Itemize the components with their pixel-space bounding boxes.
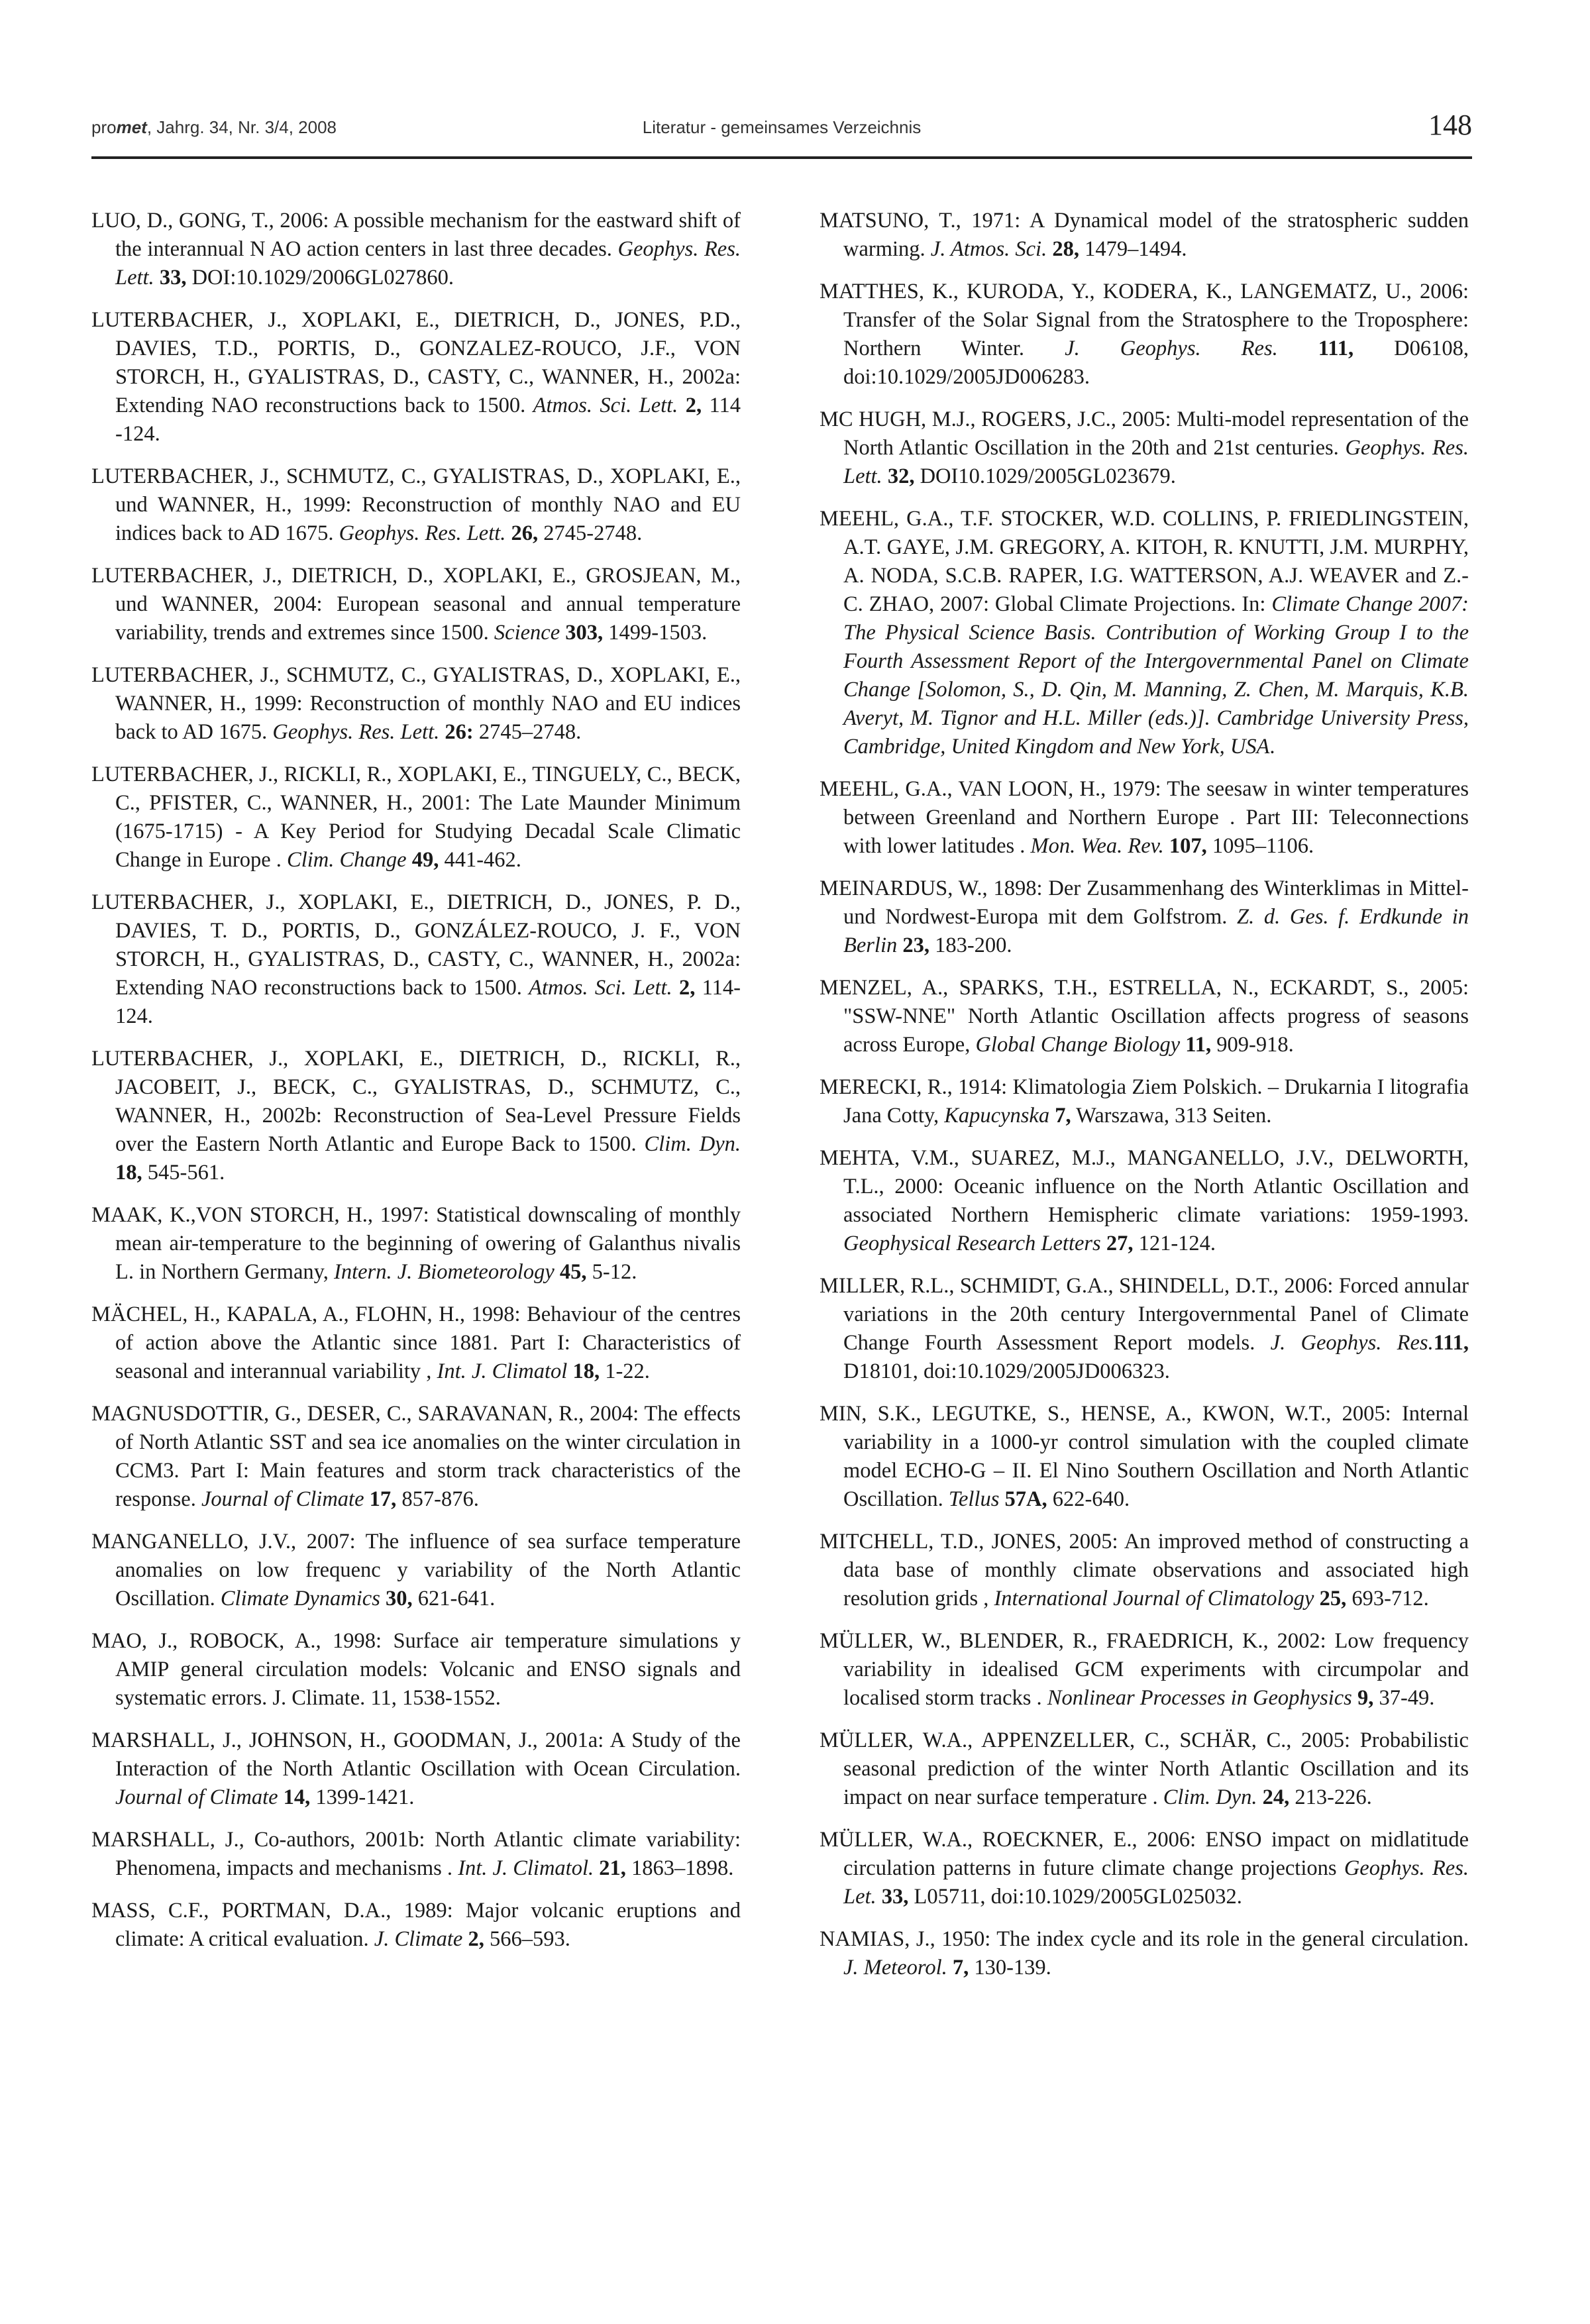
header-rule	[91, 156, 1472, 159]
reference-volume: 14,	[278, 1785, 311, 1809]
reference-entry	[91, 888, 741, 1031]
reference-text: MITCHELL, T.D., JONES, 2005: An improved method of constructing a data base of monthly climate observations and associated high resolution grids ,	[820, 1530, 1469, 1611]
reference-entry	[820, 1627, 1469, 1713]
reference-journal: J. Atmos. Sci.	[930, 237, 1047, 261]
reference-journal: J. Meteorol.	[843, 1956, 947, 1980]
reference-text: MEINARDUS, W., 1898: Der Zusammenhang des Winterklimas in Mittel- und Nordwest-Europa mit dem Golfstrom.	[820, 876, 1469, 929]
reference-volume: 21,	[594, 1856, 626, 1880]
reference-text: MC HUGH, M.J., ROGERS, J.C., 2005: Multi-model representation of the North Atlantic Oscillation in the 20th and 21st centuries.	[820, 407, 1469, 460]
reference-volume: 7,	[1049, 1104, 1071, 1128]
reference-journal: Geophys. Res. Let.	[843, 1856, 1469, 1909]
reference-journal: Clim. Dyn.	[644, 1132, 741, 1156]
reference-text: MEHTA, V.M., SUAREZ, M.J., MANGANELLO, J.V., DELWORTH, T.L., 2000: Oceanic influence on the North Atlantic Oscillation and associated Northern Hemispheric climate variations: 1959-1993.	[820, 1146, 1469, 1227]
reference-pages: 622-640.	[1047, 1487, 1130, 1511]
reference-journal: Geophys. Res. Lett.	[843, 436, 1469, 488]
reference-pages: 909-918.	[1211, 1033, 1294, 1057]
reference-entry	[91, 306, 741, 449]
reference-volume: 303,	[560, 621, 604, 645]
reference-journal: Geophys. Res. Lett.	[272, 720, 440, 744]
reference-volume: 2,	[678, 394, 702, 417]
reference-text: MÄCHEL, H., KAPALA, A., FLOHN, H., 1998: Behaviour of the centres of action above the Atlantic since 1881. Part I: Characteristics of seasonal and interannual variability ,	[91, 1302, 741, 1383]
reference-pages: D06108, doi:10.1029/2005JD006283.	[843, 337, 1469, 389]
reference-pages: 1863–1898.	[625, 1856, 734, 1880]
reference-journal: Mon. Wea. Rev.	[1030, 834, 1164, 858]
reference-volume: 32,	[882, 464, 915, 488]
reference-volume: 25,	[1314, 1587, 1347, 1611]
reference-volume: 107,	[1163, 834, 1207, 858]
reference-entry	[91, 1045, 741, 1187]
reference-text: MENZEL, A., SPARKS, T.H., ESTRELLA, N., ECKARDT, S., 2005: "SSW-NNE" North Atlantic Oscillation affects progress of seasons across Europe,	[820, 976, 1469, 1057]
reference-text: MAAK, K.,VON STORCH, H., 1997: Statistical downscaling of monthly mean air-temperature to the beginning of owering of Galanthus nivalis L. in Northern Germany,	[91, 1203, 741, 1284]
reference-journal: Journal of Climate	[201, 1487, 364, 1511]
reference-volume: 30,	[380, 1587, 413, 1611]
reference-journal: Int. J. Climatol	[437, 1359, 568, 1383]
reference-journal: Kapucynska	[944, 1104, 1050, 1128]
reference-entry	[91, 1400, 741, 1514]
reference-entry	[820, 1826, 1469, 1911]
reference-text: MASS, C.F., PORTMAN, D.A., 1989: Major volcanic eruptions and climate: A critical evaluation.	[91, 1899, 741, 1951]
reference-pages: 121-124.	[1133, 1232, 1216, 1255]
reference-pages: 5-12.	[586, 1260, 637, 1284]
reference-text: MÜLLER, W.A., APPENZELLER, C., SCHÄR, C., 2005: Probabilistic seasonal prediction of the winter North Atlantic Oscillation and its impact on near surface temperature .	[820, 1728, 1469, 1809]
journal-brand-prefix: pro	[91, 117, 117, 137]
reference-volume: 26:	[439, 720, 474, 744]
reference-pages: DOI:10.1029/2006GL027860.	[186, 266, 454, 290]
reference-journal: J. Geophys. Res.	[1065, 337, 1278, 360]
reference-entry	[820, 974, 1469, 1059]
reference-volume: 49,	[406, 848, 439, 872]
reference-pages: L05711, doi:10.1029/2005GL025032.	[908, 1885, 1242, 1909]
reference-entry	[91, 1300, 741, 1386]
reference-entry	[91, 1726, 741, 1812]
reference-journal: J. Geophys. Res.	[1270, 1331, 1434, 1355]
reference-journal: Geophysical Research Letters	[843, 1232, 1101, 1255]
reference-journal: Clim. Change	[287, 848, 407, 872]
section-title: Literatur - gemeinsames Verzeichnis	[642, 117, 922, 137]
reference-volume: 24,	[1257, 1785, 1290, 1809]
reference-pages: 130-139.	[969, 1956, 1051, 1980]
reference-entry	[820, 1726, 1469, 1812]
reference-entry	[820, 505, 1469, 761]
reference-journal: Journal of Climate	[115, 1785, 278, 1809]
reference-text: MARSHALL, J., Co-authors, 2001b: North Atlantic climate variability: Phenomena, impacts and mechanisms .	[91, 1828, 741, 1880]
reference-pages: Warszawa, 313 Seiten.	[1071, 1104, 1272, 1128]
reference-volume: 11,	[1180, 1033, 1212, 1057]
reference-volume: 33,	[154, 266, 187, 290]
reference-entry	[91, 207, 741, 292]
reference-volume: 111,	[1433, 1331, 1469, 1355]
references-left-column	[91, 207, 741, 1968]
page-header	[91, 101, 1472, 154]
reference-entry	[820, 405, 1469, 491]
reference-entry	[91, 1201, 741, 1287]
reference-journal: Geophys. Res. Lett.	[115, 237, 741, 290]
reference-entry	[820, 207, 1469, 264]
reference-pages: 545-561.	[142, 1161, 225, 1185]
reference-volume: 26,	[505, 521, 539, 545]
reference-entry	[91, 1627, 741, 1713]
reference-journal: Atmos. Sci. Lett.	[533, 394, 678, 417]
journal-issue: , Jahrg. 34, Nr. 3/4, 2008	[146, 117, 337, 137]
reference-volume: 57A,	[999, 1487, 1047, 1511]
reference-pages: 621-641.	[412, 1587, 496, 1611]
reference-volume: 23,	[897, 933, 929, 957]
reference-entry	[91, 761, 741, 874]
reference-entry	[820, 1144, 1469, 1258]
reference-text: MIN, S.K., LEGUTKE, S., HENSE, A., KWON, W.T., 2005: Internal variability in a 1000-yr control simulation with the coupled climate model ECHO-G – II. El Nino Southern Oscillation and North Atlantic Oscillation.	[820, 1402, 1469, 1511]
reference-entry	[91, 1897, 741, 1954]
reference-pages: 1399-1421.	[310, 1785, 415, 1809]
reference-pages: 1479–1494.	[1079, 237, 1187, 261]
reference-journal: Z. d. Ges. f. Erdkunde in Berlin	[843, 905, 1469, 957]
reference-volume: 2,	[462, 1927, 484, 1951]
reference-pages: 566–593.	[484, 1927, 570, 1951]
reference-text: MANGANELLO, J.V., 2007: The influence of sea surface temperature anomalies on low frequenc y variability of the North Atlantic Oscillation.	[91, 1530, 741, 1611]
reference-volume: 9,	[1352, 1686, 1374, 1710]
reference-text: LUTERBACHER, J., XOPLAKI, E., DIETRICH, D., JONES, P. D., DAVIES, T. D., PORTIS, D., GONZÁLEZ-ROUCO, J. F., VON STORCH, H., GYALISTRAS, D., CASTY, C., WANNER, H., 2002a: Extending NAO reconstructions back to 1500.	[91, 890, 741, 1000]
reference-entry	[91, 462, 741, 548]
reference-text: LUTERBACHER, J., XOPLAKI, E., DIETRICH, D., RICKLI, R., JACOBEIT, J., BECK, C., GYALISTRAS, D., SCHMUTZ, C., WANNER, H., 2002b: Reconstruction of Sea-Level Pressure Fields over the Eastern North Atlantic and Europe Back to 1500.	[91, 1047, 741, 1156]
reference-journal: Clim. Dyn.	[1163, 1785, 1257, 1809]
reference-text: LUTERBACHER, J., RICKLI, R., XOPLAKI, E., TINGUELY, C., BECK, C., PFISTER, C., WANNER, H., 2001: The Late Maunder Minimum (1675-1715) - A Key Period for Studying Decadal Scale Climatic Change in Europe .	[91, 763, 741, 872]
reference-entry	[820, 874, 1469, 960]
reference-text: LUTERBACHER, J., DIETRICH, D., XOPLAKI, E., GROSJEAN, M., und WANNER, 2004: European seasonal and annual temperature variability, trends and extremes since 1500.	[91, 564, 741, 645]
reference-text: LUTERBACHER, J., XOPLAKI, E., DIETRICH, D., JONES, P.D., DAVIES, T.D., PORTIS, D., GONZALEZ-ROUCO, J.F., VON STORCH, H., GYALISTRAS, D., CASTY, C., WANNER, H., 2002a: Extending NAO reconstructions back to 1500.	[91, 308, 741, 417]
reference-journal: J. Climate	[374, 1927, 463, 1951]
reference-volume: 7,	[947, 1956, 969, 1980]
reference-journal: Science	[494, 621, 560, 645]
reference-journal: International Journal of Climatology	[994, 1587, 1314, 1611]
reference-entry	[820, 775, 1469, 861]
reference-text: MEEHL, G.A., T.F. STOCKER, W.D. COLLINS, P. FRIEDLINGSTEIN, A.T. GAYE, J.M. GREGORY, A. KITOH, R. KNUTTI, J.M. MURPHY, A. NODA, S.C.B. RAPER, I.G. WATTERSON, A.J. WEAVER and Z.-C. ZHAO, 2007: Global Climate Projections. In:	[820, 507, 1469, 616]
reference-entry	[820, 278, 1469, 392]
reference-journal: Intern. J. Biometeorology	[334, 1260, 555, 1284]
reference-journal: Climate Change 2007: The Physical Science Basis. Contribution of Working Group I to the Fourth Assessment Report of the Intergovernmental Panel on Climate Change [Solomon, S., D. Qin, M. Manning, Z. Chen, M. Marquis, K.B. Averyt, M. Tignor and H.L. Miller (eds.)]. Cambridge University Press, Cambridge, United Kingdom and New York, USA	[843, 592, 1469, 759]
reference-journal: Tellus	[948, 1487, 1000, 1511]
reference-volume: 45,	[554, 1260, 587, 1284]
reference-text: MAGNUSDOTTIR, G., DESER, C., SARAVANAN, R., 2004: The effects of North Atlantic SST and sea ice anomalies on the winter circulation in CCM3. Part I: Main features and storm track characteristics of the response.	[91, 1402, 741, 1511]
reference-journal: Atmos. Sci. Lett.	[529, 976, 672, 1000]
reference-text: MEEHL, G.A., VAN LOON, H., 1979: The seesaw in winter temperatures between Greenland and Northern Europe . Part III: Teleconnections with lower latitudes .	[820, 777, 1469, 858]
reference-journal: Global Change Biology	[975, 1033, 1181, 1057]
references-right-column	[820, 207, 1469, 1996]
page-number: 148	[1428, 109, 1472, 141]
reference-text: LUTERBACHER, J., SCHMUTZ, C., GYALISTRAS, D., XOPLAKI, E., WANNER, H., 1999: Reconstruction of monthly NAO and EU indices back to AD 1675.	[91, 663, 741, 744]
reference-pages: .	[1269, 735, 1275, 759]
reference-entry	[91, 1528, 741, 1613]
reference-pages: 441-462.	[439, 848, 521, 872]
reference-text: MATTHES, K., KURODA, Y., KODERA, K., LANGEMATZ, U., 2006: Transfer of the Solar Signal from the Stratosphere to the Troposphere: Northern Winter.	[820, 280, 1469, 360]
journal-brand: met	[116, 117, 147, 137]
reference-text: MILLER, R.L., SCHMIDT, G.A., SHINDELL, D.T., 2006: Forced annular variations in the 20th century Intergovernmental Panel of Climate Change Fourth Assessment Report models.	[820, 1274, 1469, 1355]
reference-pages: 114 -124.	[115, 394, 741, 446]
reference-pages: 693-712.	[1346, 1587, 1429, 1611]
reference-journal: Geophys. Res. Lett.	[339, 521, 506, 545]
reference-text: MERECKI, R., 1914: Klimatologia Ziem Polskich. – Drukarnia I litografia Jana Cotty,	[820, 1075, 1469, 1128]
reference-journal: Int. J. Climatol.	[458, 1856, 594, 1880]
reference-pages: 183-200.	[929, 933, 1012, 957]
reference-entry	[820, 1528, 1469, 1613]
reference-journal: Climate Dynamics	[220, 1587, 380, 1611]
reference-pages: 213-226.	[1289, 1785, 1372, 1809]
reference-pages: 2745–2748.	[473, 720, 582, 744]
reference-volume: 33,	[876, 1885, 909, 1909]
reference-pages: 1095–1106.	[1206, 834, 1314, 858]
reference-entry	[820, 1925, 1469, 1982]
reference-text: NAMIAS, J., 1950: The index cycle and its role in the general circulation.	[820, 1927, 1469, 1951]
reference-pages: 2745-2748.	[538, 521, 643, 545]
reference-pages: 37-49.	[1373, 1686, 1435, 1710]
reference-entry	[91, 661, 741, 747]
reference-pages: 857-876.	[396, 1487, 479, 1511]
reference-text: MAO, J., ROBOCK, A., 1998: Surface air temperature simulations y AMIP general circulation models: Volcanic and ENSO signals and systematic errors. J. Climate. 11, 1538-1552.	[91, 1629, 741, 1710]
reference-text: MÜLLER, W.A., ROECKNER, E., 2006: ENSO impact on midlatitude circulation patterns in future climate change projections	[820, 1828, 1469, 1880]
reference-text: MÜLLER, W., BLENDER, R., FRAEDRICH, K., 2002: Low frequency variability in idealised GCM experiments with circumpolar and localised storm tracks .	[820, 1629, 1469, 1710]
reference-volume: 18,	[115, 1161, 142, 1185]
reference-text: MARSHALL, J., JOHNSON, H., GOODMAN, J., 2001a: A Study of the Interaction of the North Atlantic Oscillation with Ocean Circulation.	[91, 1728, 741, 1781]
reference-text: LUTERBACHER, J., SCHMUTZ, C., GYALISTRAS, D., XOPLAKI, E., und WANNER, H., 1999: Reconstruction of monthly NAO and EU indices back to AD 1675.	[91, 464, 741, 545]
reference-volume: 18,	[567, 1359, 600, 1383]
reference-volume: 17,	[364, 1487, 397, 1511]
reference-text: LUO, D., GONG, T., 2006: A possible mechanism for the eastward shift of the interannual N AO action centers in last three decades.	[91, 209, 741, 261]
reference-volume: 2,	[672, 976, 696, 1000]
reference-volume: 28,	[1047, 237, 1079, 261]
reference-pages: DOI10.1029/2005GL023679.	[914, 464, 1176, 488]
reference-pages: 1-22.	[600, 1359, 650, 1383]
reference-pages: D18101, doi:10.1029/2005JD006323.	[843, 1359, 1170, 1383]
reference-entry	[91, 1826, 741, 1883]
reference-text: MATSUNO, T., 1971: A Dynamical model of the stratospheric sudden warming.	[820, 209, 1469, 261]
reference-journal: Nonlinear Processes in Geophysics	[1047, 1686, 1352, 1710]
reference-pages: 114-124.	[115, 976, 741, 1028]
reference-entry	[820, 1400, 1469, 1514]
reference-entry	[820, 1272, 1469, 1386]
reference-volume: 27,	[1100, 1232, 1134, 1255]
reference-entry	[91, 562, 741, 647]
reference-volume: 111,	[1277, 337, 1354, 360]
reference-pages: 1499-1503.	[603, 621, 708, 645]
reference-entry	[820, 1073, 1469, 1130]
